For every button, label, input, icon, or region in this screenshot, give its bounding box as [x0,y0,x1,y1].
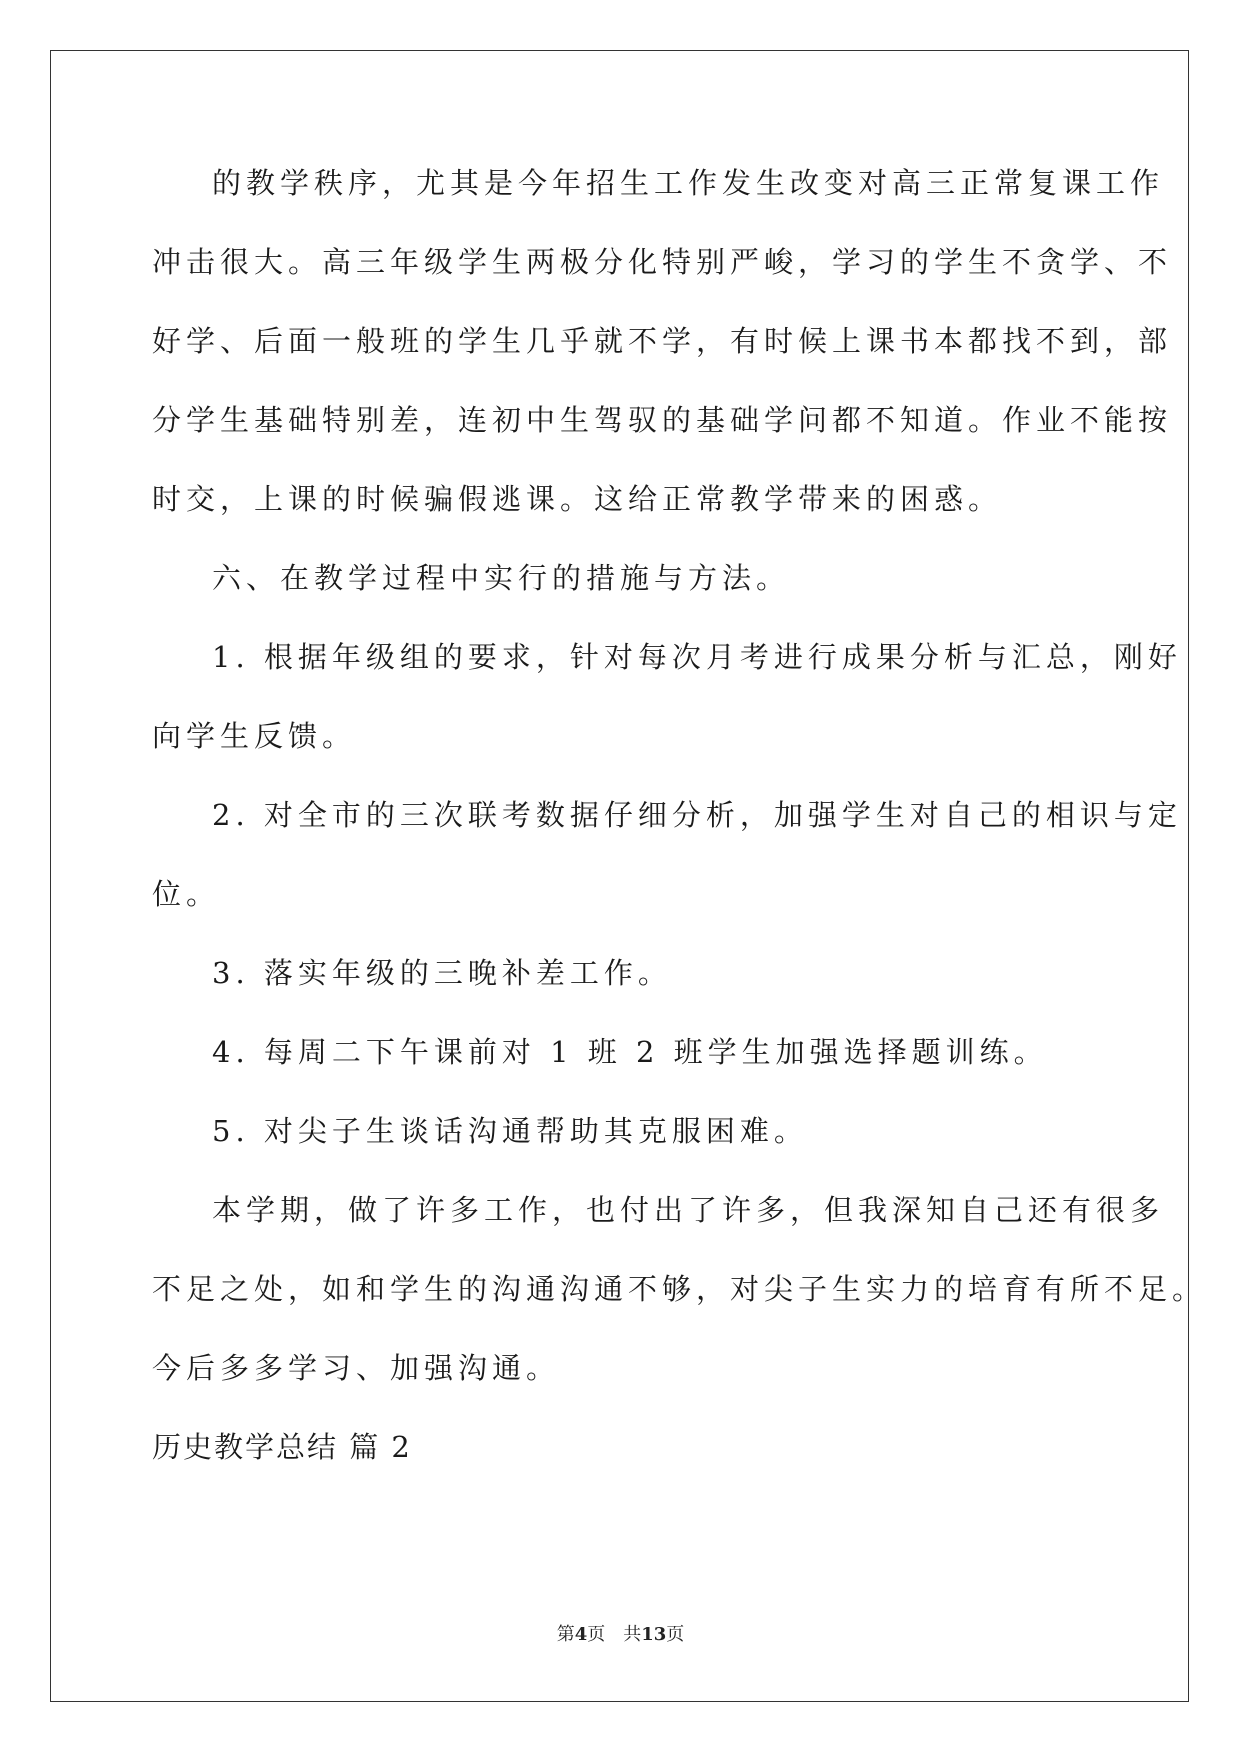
page-suffix: 页 [587,1624,606,1645]
paragraph-line: 好学、后面一般班的学生几乎就不学，有时候上课书本都找不到，部 [152,324,1173,358]
document-body [152,158,1207,1501]
list-item-4: 4. 每周二下午课前对 1 班 2 班学生加强选择题训练。 [212,1035,1048,1069]
list-item-5: 5. 对尖子生谈话沟通帮助其克服困难。 [212,1114,808,1148]
paragraph-line: 分学生基础特别差，连初中生驾驭的基础学问都不知道。作业不能按 [152,403,1173,437]
page-current: 4 [574,1624,588,1645]
summary-paragraph-line: 本学期，做了许多工作，也付出了许多，但我深知自己还有很多 [212,1193,1165,1227]
page-total: 13 [641,1624,667,1645]
list-item-2: 2. 对全市的三次联考数据仔细分析，加强学生对自己的相识与定 [212,798,1182,832]
list-item-1: 1. 根据年级组的要求，针对每次月考进行成果分析与汇总，刚好 [212,640,1182,674]
list-item-1-continued: 向学生反馈。 [152,719,357,753]
paragraph-line: 时交，上课的时候骗假逃课。这给正常教学带来的困惑。 [152,482,1003,516]
page-footer [0,1620,1241,1646]
section-six-heading: 六、在教学过程中实行的措施与方法。 [212,561,791,595]
summary-paragraph-line: 今后多多学习、加强沟通。 [152,1351,561,1385]
paragraph-line: 的教学秩序，尤其是今年招生工作发生改变对高三正常复课工作 [212,166,1165,200]
section-heading: 历史教学总结 篇 2 [152,1430,412,1464]
page-prefix: 第 [556,1624,575,1645]
summary-paragraph-line: 不足之处，如和学生的沟通沟通不够，对尖子生实力的培育有所不足。 [152,1272,1207,1306]
paragraph-line: 冲击很大。高三年级学生两极分化特别严峻，学习的学生不贪学、不 [152,245,1173,279]
total-prefix: 共 [623,1624,642,1645]
list-item-2-continued: 位。 [152,877,221,911]
list-item-3: 3. 落实年级的三晚补差工作。 [212,956,672,990]
total-suffix: 页 [666,1624,685,1645]
